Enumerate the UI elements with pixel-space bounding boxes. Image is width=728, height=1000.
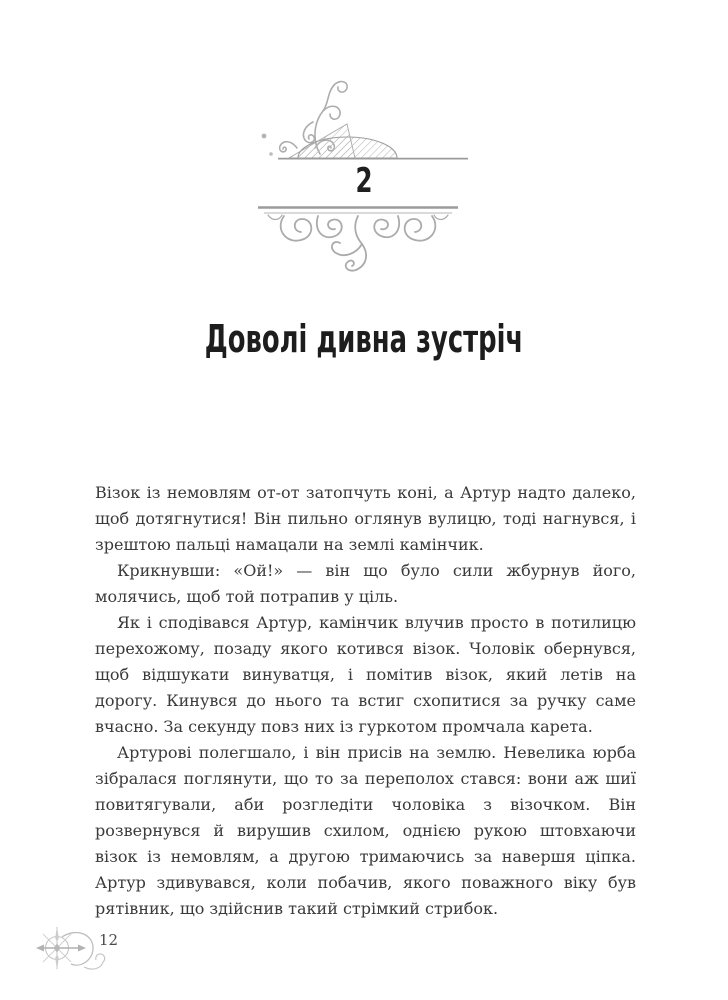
chapter-ornament-bottom-icon <box>256 204 460 284</box>
paragraph: Артурові полегшало, і він присів на землю. Невелика юрба зібралася поглянути, що то за переполох стався: вони аж шиї повитягували, аби розгледіти чоловіка з візочком. Він розвернувся й вирушив схилом, однією рукою штовхаючи візок із немовлям, а другою тримаючись за навершя ціпка. Артур здивувався, коли побачив, якого поважного віку був рятівник, що здійснив такий стрімкий стрибок. <box>95 743 636 918</box>
paragraph: Крикнувши: «Ой!» — він що було сили жбурнув його, молячись, щоб той потрапив у ціль. <box>95 561 636 606</box>
paragraph: Візок із немовлям от-от затопчуть коні, а Артур надто далеко, щоб дотягнутися! Він пильно оглянув вулицю, тоді нагнувся, і зрештою пальці намацали на землі камінчик. <box>95 483 636 554</box>
compass-rose-icon <box>32 924 108 980</box>
paragraph: Як і сподівався Артур, камінчик влучив просто в потилицю перехожому, позаду якого котився візок. Чоловік обернувся, щоб відшукати винуватця, і помітив візок, який летів на дорогу. Кинувся до нього та встиг схопитися за ручку саме вчасно. За секунду повз них із гуркотом промчала карета. <box>95 613 636 736</box>
body-text <box>95 480 636 922</box>
chapter-number: 2 <box>355 161 373 201</box>
chapter-title: Доволі дивна зустріч <box>204 317 524 361</box>
chapter-ornament-top-icon <box>257 78 469 162</box>
page-number: 12 <box>99 931 119 949</box>
